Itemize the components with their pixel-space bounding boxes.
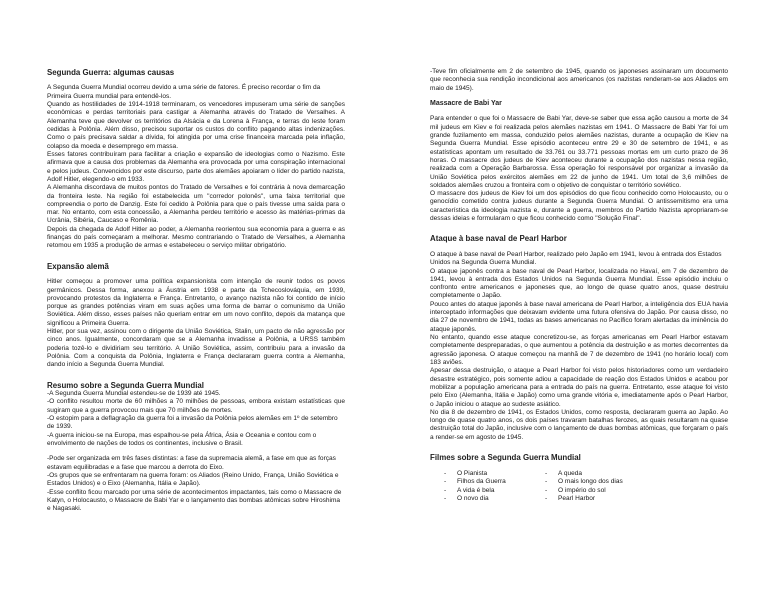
film-list <box>444 470 728 504</box>
paragraph: O ataque japonês contra a base naval de Pearl Harbor, localizada no Havaí, em 7 de dezembro de 1941, levou à entrada dos Estados Unidos na Segunda Guerra Mundial. Esse episódio incluiu o confronto entre americanos e japoneses que, ao longo de quase quatro anos, quase destruiu completamente o Japão. <box>430 267 728 300</box>
list-item: - O novo dia <box>444 495 489 503</box>
section-title-causes: Segunda Guerra: algumas causas <box>47 68 175 77</box>
paragraph: A Segunda Guerra Mundial ocorreu devido a uma série de fatores. É preciso recordar o fim da Primeira Guerra mundial para entendê-los. <box>47 84 321 100</box>
list-item: - O império do sol <box>545 486 606 494</box>
paragraph: O massacre dos judeus de Kiev foi um dos episódios do que ficou conhecido como Holocausto, ou o genocídio cometido contra judeus durante a Segunda Guerra Mundial. O antissemitismo era uma característica da ideologia nazista e, durante a guerra, membros do Partido Nazista apropriaram-se dessas ideias e formularam o que ficou conhecido como "Solução Final". <box>430 190 728 223</box>
section-title-films: Filmes sobre a Segunda Guerra Mundial <box>430 453 581 463</box>
summary-item: -O conflito resultou morte de 60 milhões a 70 milhões de pessoas, embora existam estatísticas que sugiram que a guerra provocou mais que 70 milhões de mortes. <box>47 398 345 414</box>
paragraph: No dia 8 de dezembro de 1941, os Estados Unidos, como resposta, declararam guerra ao Japão. Ao longo de quase quatro anos, os dois países travaram batalhas ferozes, as quais resultaram na quase destruição total do Japão, inclusive com o lançamento de duas bombas atômicas, que forçaram o país a render-se em agosto de 1945. <box>430 408 728 441</box>
section-title-expansion: Expansão alemã <box>47 261 109 271</box>
paragraph: Esses fatores contribuíram para facilitar a criação e expansão de ideologias como o Nazismo. Este afirmava que a causa dos problemas da Alemanha era provocada por uma conspiração internacional e pelos judeus. Convencidos por este discurso, parte dos alemães apoiaram o líder do partido nazista, Adolf Hitler, elegendo-o em 1933. <box>47 150 345 183</box>
list-item: - O mais longo dos dias <box>545 478 623 486</box>
film-list-column-1 <box>444 470 545 504</box>
film-list-column-2 <box>545 470 623 504</box>
paragraph: O ataque à base naval de Pearl Harbor, realizado pelo Japão em 1941, levou à entrada dos Estados Unidos na Segunda Guerra Mundial. <box>430 250 722 267</box>
list-item: - A vida é bela <box>444 486 495 494</box>
summary-item: -O estopim para a deflagração da guerra foi a invasão da Polônia pelos alemães em 1º de setembro de 1939. <box>47 415 338 431</box>
paragraph: A Alemanha discordava de muitos pontos do Tratado de Versalhes e foi contrária à nova demarcação da fronteira leste. Na região foi estabelecida um "corredor polonês", uma faixa territorial que compreendia o porto de Danzig. Este foi cedido à Polônia para que o país tivesse uma saída para o mar. No entanto, com esta concessão, a Alemanha perdeu território e acesso às matérias-primas da Ucrânia, Sibéria, Caucaso e Romênia. <box>47 184 345 225</box>
list-item: - Pearl Harbor <box>545 495 596 503</box>
paragraph: Pouco antes do ataque japonês à base naval americana de Pearl Harbor, a inteligência dos EUA havia interceptado informações que deixavam evidente uma futura ofensiva do Japão. Por causa disso, no dia 27 de novembro de 1941, todas as bases americanas no Pacífico foram alertadas da iminência do ataque japonês. <box>430 300 728 333</box>
summary-item: -A guerra iniciou-se na Europa, mas espalhou-se pela África, Ásia e Oceania e contou com o envolvimento de nações de todos os continentes, inclusive o Brasil. <box>47 431 317 448</box>
paragraph: Hitler, por sua vez, assinou com o dirigente da União Soviética, Stalin, um pacto de não agressão por cinco anos. Igualmente, concordaram que se a Alemanha invadisse a Polônia, a URSS também poderia tozê-lo e dividiriam seu território. A União Soviética, assim, contribuiu para a invasão da Polônia. Com a conquista da Polônia, Inglaterra e França declararam guerra contra a Alemanha, dando início a Segunda Guerra Mundial. <box>47 328 345 369</box>
list-item: - A queda <box>545 469 583 477</box>
summary-item: -Esse conflito ficou marcado por uma série de acontecimentos impactantes, tais como o Massacre de Katyn, o Holocausto, o Massacre de Babi Yar e o lançamento das bombas atômicas sobre Hiroshima e Nagasaki. <box>47 488 342 513</box>
left-column <box>47 68 345 514</box>
paragraph: -Teve fim oficialmente em 2 de setembro de 1945, quando os japoneses assinaram um documento que reconhecia sua rendição incondicional aos americanos (os nazistas renderam-se aos Aliados em maio de 1945). <box>430 68 728 92</box>
list-item: - Filhos da Guerra <box>444 478 506 486</box>
summary-item: -A Segunda Guerra Mundial estendeu-se de 1939 até 1945. <box>47 390 221 398</box>
paragraph: Para entender o que foi o Massacre de Babi Yar, deve-se saber que essa ação causou a morte de 34 mil judeus em Kiev e foi realizada pelos alemães nazistas em 1941. O Massacre de Babi Yar foi um grande fuzilamento em massa, conduzido pelos alemães nazistas, durante a ocupação de Kiev na Segunda Guerra Mundial. Esse episódio aconteceu entre 29 e 30 de setembro de 1941, e as estatísticas apontam um resultado de 33.761 ou 33.771 pessoas mortas em um curto prazo de 36 horas. O massacre dos judeus de Kiev aconteceu durante a ocupação dos nazistas nessa região, realizada com a Operação Barbarossa. Essa operação foi responsável por organizar a invasão da União Soviética pelos exércitos alemães em 22 de junho de 1941. Um total de 3,6 milhões de soldados alemães cruzou a fronteira com o objetivo de conquistar o território soviético. <box>430 115 728 189</box>
paragraph: No entanto, quando esse ataque concretizou-se, as forças americanas em Pearl Harbor estavam completamente despreparadas, o que aumentou a potência da destruição e as mortes decorrentes da agressão japonesa. O ataque começou na manhã de 7 de dezembro de 1941 (no horário local) com 183 aviões. <box>430 334 728 366</box>
list-item: - O Pianista <box>444 469 488 477</box>
section-title-pearl-harbor: Ataque à base naval de Pearl Harbor <box>430 234 567 244</box>
summary-item: -Os grupos que se enfrentaram na guerra foram: os Aliados (Reino Unido, França, União Soviética e Estados Unidos) e o Eixo (Alemanha, Itália e Japão). <box>47 471 339 488</box>
paragraph: Hitler começou a promover uma política expansionista com intenção de reunir todos os povos germânicos. Dessa forma, anexou a Áustria em 1938 e parte da Tchecoslováquia, em 1939, provocando protestos da Inglaterra e França. Entretanto, o avanço nazista não foi contido de início porque as grandes potências viram em suas ações uma forma de barrar o comunismo da União Soviética. Além disso, esses países não queriam entrar em um novo conflito, depois da matança que significou a Primeira Guerra. <box>47 278 345 327</box>
section-title-babi-yar: Massacre de Babi Yar <box>430 99 502 107</box>
summary-item: -Pode ser organizada em três fases distintas: a fase da supremacia alemã, a fase em que as forças estavam equilibradas e a fase que marcou a derrota do Eixo. <box>47 455 336 471</box>
right-column <box>430 68 728 504</box>
paragraph: Apesar dessa destruição, o ataque a Pearl Harbor foi visto pelos historiadores como um verdadeiro desastre estratégico, pois somente adiou a capacidade de reação dos Estados Unidos e acabou por mobilizar a população americana para a entrada do país na guerra. Entretanto, esse ataque foi visto pelo Eixo (Alemanha, Itália e Japão) como uma grande vitória e, imediatamente após o Pearl Harbor, o Japão iniciou o ataque ao sudeste asiático. <box>430 367 728 408</box>
paragraph: Depois da chegada de Adolf Hitler ao poder, a Alemanha reorientou sua economia para a guerra e as finanças do país começaram a melhorar. Mesmo contrariando o Tratado de Versalhes, a Alemanha retomou em 1935 a produção de armas e estabeleceu o serviço militar obrigatório. <box>47 225 345 250</box>
paragraph: Quando as hostilidades de 1914-1918 terminaram, os vencedores impuseram uma série de sanções econômicas e perdas territoriais para castigar a Alemanha através do Tratado de Versalhes. A Alemanha teve que devolver os territórios da Alsácia e da Lorena à França, e terras do leste foram cedidas à Polônia. Além disso, precisou suportar os custos do conflito pagando altas indenizações. Como o país precisava saldar a dívida, foi atingida por uma crise financeira marcada pela inflação, colapso da moeda e desemprego em massa. <box>47 101 345 150</box>
section-title-summary: Resumo sobre a Segunda Guerra Mundial <box>47 380 204 390</box>
